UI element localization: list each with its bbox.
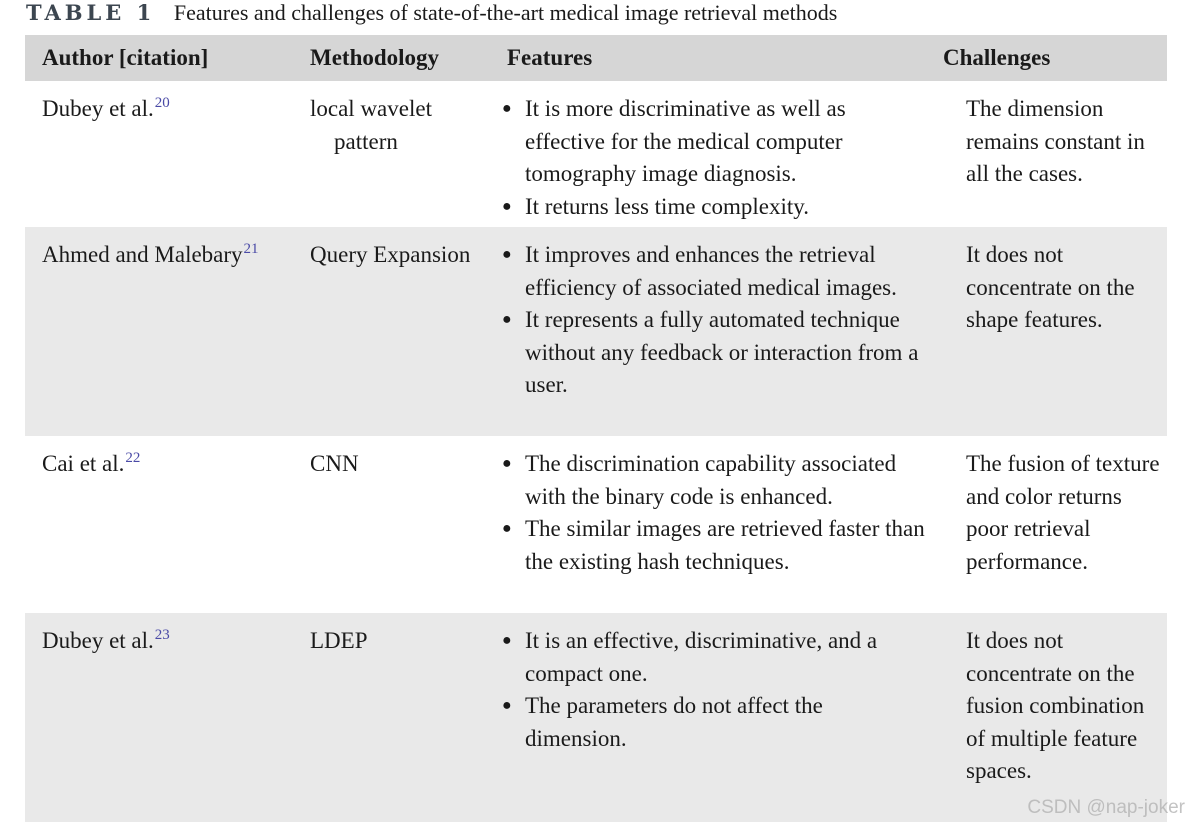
- feature-item: ● The parameters do not affect the dimension.: [502, 690, 926, 755]
- features-list: [502, 93, 926, 223]
- citation-ref[interactable]: 21: [243, 241, 259, 257]
- watermark: CSDN @nap-joker: [1027, 797, 1185, 818]
- challenges-cell: It does not concentrate on the shape features.: [926, 227, 1167, 436]
- author-cell: [25, 227, 293, 436]
- feature-item: ● It is more discriminative as well as effective for the medical computer tomography image diagnosis.: [502, 93, 926, 191]
- features-cell: [490, 613, 926, 822]
- feature-item: ● It is an effective, discriminative, and a compact one.: [502, 625, 926, 690]
- table-caption: [26, 0, 837, 26]
- table-row: [25, 227, 1167, 436]
- author-name: Cai et al.: [42, 451, 125, 476]
- features-list: [502, 448, 926, 578]
- header-challenges: Challenges: [926, 35, 1167, 81]
- methodology-text: local wavelet pattern: [310, 96, 432, 154]
- features-list: [502, 239, 926, 402]
- citation-ref[interactable]: 20: [154, 95, 170, 111]
- header-features: Features: [490, 35, 926, 81]
- feature-item: ● It returns less time complexity.: [502, 191, 926, 224]
- features-cell: [490, 227, 926, 436]
- feature-item: ● The similar images are retrieved faster than the existing hash techniques.: [502, 513, 926, 578]
- comparison-table: [25, 35, 1167, 822]
- methodology-cell: [293, 81, 490, 227]
- author-cell: [25, 436, 293, 613]
- methodology-text: CNN: [310, 451, 359, 476]
- author-cell: [25, 81, 293, 227]
- table-title: Features and challenges of state-of-the-art medical image retrieval methods: [173, 0, 838, 25]
- header-row: [25, 35, 1167, 81]
- author-name: Dubey et al.: [42, 628, 154, 653]
- table-row: [25, 81, 1167, 227]
- header-methodology: Methodology: [293, 35, 490, 81]
- author-name: Dubey et al.: [42, 96, 154, 121]
- table-row: [25, 613, 1167, 822]
- challenges-cell: It does not concentrate on the fusion combination of multiple feature spaces.: [926, 613, 1167, 822]
- feature-item: ● The discrimination capability associated with the binary code is enhanced.: [502, 448, 926, 513]
- header-author: Author [citation]: [25, 35, 293, 81]
- challenges-cell: The fusion of texture and color returns poor retrieval performance.: [926, 436, 1167, 613]
- features-cell: [490, 436, 926, 613]
- features-list: [502, 625, 926, 755]
- table-label: TABLE 1: [26, 0, 156, 25]
- methodology-cell: [293, 436, 490, 613]
- table-row: [25, 436, 1167, 613]
- author-cell: [25, 613, 293, 822]
- citation-ref[interactable]: 22: [125, 450, 141, 466]
- methodology-text: Query Expansion: [310, 242, 471, 267]
- methodology-text: LDEP: [310, 628, 368, 653]
- feature-item: ● It improves and enhances the retrieval efficiency of associated medical images.: [502, 239, 926, 304]
- feature-item: ● It represents a fully automated technique without any feedback or interaction from a user.: [502, 304, 926, 402]
- challenges-cell: The dimension remains constant in all the cases.: [926, 81, 1167, 227]
- features-cell: [490, 81, 926, 227]
- author-name: Ahmed and Malebary: [42, 242, 243, 267]
- methodology-cell: [293, 227, 490, 436]
- methodology-cell: [293, 613, 490, 822]
- citation-ref[interactable]: 23: [154, 627, 170, 643]
